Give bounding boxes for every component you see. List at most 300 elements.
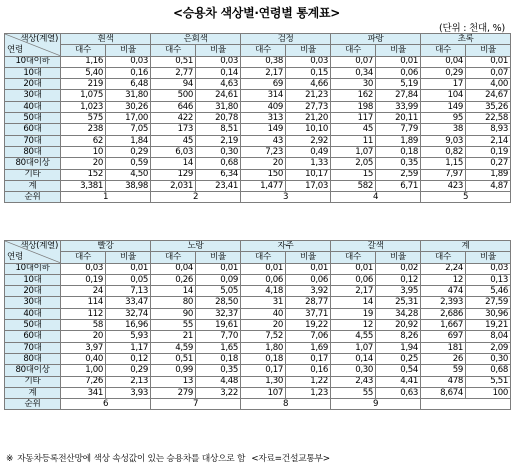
count-cell: 478	[421, 376, 466, 387]
ratio-cell: 8,93	[466, 124, 511, 135]
count-cell: 150	[241, 169, 286, 180]
ratio-cell: 4,48	[196, 376, 241, 387]
ratio-cell: 21,20	[286, 113, 331, 124]
row-label: 80대이상	[5, 365, 61, 376]
table-row	[5, 297, 511, 308]
ratio-header: 비율	[376, 45, 421, 56]
count-cell: 40	[241, 308, 286, 319]
ratio-cell: 35,26	[466, 101, 511, 112]
ratio-cell: 27,73	[286, 101, 331, 112]
row-label: 40대	[5, 101, 61, 112]
table-row	[5, 342, 511, 353]
row-label: 10대	[5, 274, 61, 285]
row-label: 50대	[5, 320, 61, 331]
count-cell: 0,82	[421, 146, 466, 157]
count-cell: 14	[331, 297, 376, 308]
ratio-cell: 0,68	[196, 158, 241, 169]
count-cell: 2,77	[151, 67, 196, 78]
ratio-cell: 2,92	[286, 135, 331, 146]
count-cell: 62	[61, 135, 106, 146]
rank-label: 순위	[5, 399, 61, 410]
ratio-cell: 0,02	[376, 263, 421, 274]
color-header: 은회색	[151, 34, 241, 45]
ratio-cell: 0,17	[286, 353, 331, 364]
footnote-mark: ※	[6, 454, 14, 464]
count-cell: 0,04	[151, 263, 196, 274]
row-label: 30대	[5, 297, 61, 308]
count-cell: 30	[331, 79, 376, 90]
rank-cell	[421, 399, 511, 410]
row-label: 기타	[5, 169, 61, 180]
count-cell: 0,40	[61, 353, 106, 364]
rank-cell: 1	[61, 192, 151, 203]
ratio-cell: 7,70	[196, 331, 241, 342]
count-cell: 474	[421, 286, 466, 297]
count-cell: 2,17	[331, 286, 376, 297]
color-header: 노랑	[151, 241, 241, 252]
count-cell: 13	[151, 376, 196, 387]
color-header: 파랑	[331, 34, 421, 45]
ratio-cell: 5,19	[376, 79, 421, 90]
ratio-cell: 2,13	[106, 376, 151, 387]
ratio-cell: 20,92	[376, 320, 421, 331]
ratio-cell: 4,50	[106, 169, 151, 180]
table-row	[5, 263, 511, 274]
rank-cell: 7	[151, 399, 241, 410]
ratio-cell: 7,06	[286, 331, 331, 342]
count-cell: 80	[151, 297, 196, 308]
ratio-header: 비율	[466, 252, 511, 263]
ratio-cell: 6,71	[376, 180, 421, 191]
count-cell: 0,99	[151, 365, 196, 376]
ratio-cell: 16,96	[106, 320, 151, 331]
table-body	[5, 263, 511, 410]
table-row	[5, 376, 511, 387]
ratio-cell: 33,47	[106, 297, 151, 308]
ratio-cell: 0,19	[466, 146, 511, 157]
count-cell: 314	[241, 90, 286, 101]
count-cell: 12	[331, 320, 376, 331]
count-header: 대수	[331, 252, 376, 263]
ratio-cell: 0,01	[106, 263, 151, 274]
rank-row	[5, 192, 511, 203]
count-cell: 17	[421, 79, 466, 90]
ratio-cell: 2,14	[466, 135, 511, 146]
count-cell: 0,04	[421, 56, 466, 67]
ratio-cell: 0,14	[196, 67, 241, 78]
count-cell: 582	[331, 180, 376, 191]
count-cell: 4,59	[151, 342, 196, 353]
count-cell: 26	[421, 353, 466, 364]
count-cell: 31	[241, 297, 286, 308]
ratio-cell: 6,48	[106, 79, 151, 90]
count-cell: 19	[331, 308, 376, 319]
count-cell: 21	[151, 331, 196, 342]
count-cell: 129	[151, 169, 196, 180]
count-cell: 7,97	[421, 169, 466, 180]
ratio-cell: 1,84	[106, 135, 151, 146]
count-cell: 2,24	[421, 263, 466, 274]
row-label: 10대	[5, 67, 61, 78]
ratio-cell: 24,61	[196, 90, 241, 101]
ratio-cell: 5,93	[106, 331, 151, 342]
ratio-cell: 1,23	[286, 387, 331, 398]
count-cell: 104	[421, 90, 466, 101]
count-cell: 20	[61, 158, 106, 169]
ratio-cell: 30,96	[466, 308, 511, 319]
ratio-cell: 0,01	[466, 56, 511, 67]
ratio-header: 비율	[286, 252, 331, 263]
ratio-cell: 0,16	[286, 365, 331, 376]
table-row	[5, 146, 511, 157]
rank-label: 순위	[5, 192, 61, 203]
stats-table-1	[4, 33, 511, 203]
count-cell: 575	[61, 113, 106, 124]
count-cell: 1,16	[61, 56, 106, 67]
count-cell: 0,06	[241, 274, 286, 285]
count-cell: 409	[241, 101, 286, 112]
ratio-header: 비율	[286, 45, 331, 56]
ratio-cell: 32,74	[106, 308, 151, 319]
ratio-cell: 1,17	[106, 342, 151, 353]
ratio-cell: 5,05	[196, 286, 241, 297]
ratio-header: 비율	[466, 45, 511, 56]
ratio-cell: 0,25	[376, 353, 421, 364]
row-label: 70대	[5, 342, 61, 353]
count-cell: 0,19	[61, 274, 106, 285]
ratio-cell: 0,06	[286, 274, 331, 285]
count-cell: 7,23	[241, 146, 286, 157]
table-row	[5, 308, 511, 319]
row-label: 계	[5, 180, 61, 191]
table-row	[5, 158, 511, 169]
unit-note: (단위 : 천대, %)	[438, 23, 505, 34]
count-cell: 341	[61, 387, 106, 398]
count-cell: 20	[241, 158, 286, 169]
count-cell: 0,07	[331, 56, 376, 67]
count-header: 대수	[241, 252, 286, 263]
table-row	[5, 67, 511, 78]
color-header: 흰색	[61, 34, 151, 45]
count-cell: 4,55	[331, 331, 376, 342]
ratio-cell: 0,16	[106, 67, 151, 78]
row-label: 40대	[5, 308, 61, 319]
corner-color-label: 색상(계열)	[20, 241, 58, 251]
ratio-cell: 0,59	[106, 158, 151, 169]
count-cell: 152	[61, 169, 106, 180]
table-row	[5, 331, 511, 342]
ratio-cell: 8,26	[376, 331, 421, 342]
ratio-cell: 0,01	[376, 56, 421, 67]
count-cell: 1,15	[421, 158, 466, 169]
ratio-cell: 100	[466, 387, 511, 398]
rank-row	[5, 399, 511, 410]
ratio-cell: 32,37	[196, 308, 241, 319]
ratio-cell: 0,03	[466, 263, 511, 274]
count-cell: 219	[61, 79, 106, 90]
corner-color-label: 색상(계열)	[20, 34, 58, 44]
count-cell: 20	[61, 331, 106, 342]
count-cell: 55	[151, 320, 196, 331]
row-label: 20대	[5, 286, 61, 297]
ratio-cell: 0,30	[466, 353, 511, 364]
color-header: 초록	[421, 34, 511, 45]
ratio-cell: 33,99	[376, 101, 421, 112]
table-row	[5, 274, 511, 285]
ratio-cell: 5,46	[466, 286, 511, 297]
count-cell: 149	[241, 124, 286, 135]
count-cell: 0,26	[151, 274, 196, 285]
table-row	[5, 101, 511, 112]
ratio-cell: 19,22	[286, 320, 331, 331]
count-cell: 149	[421, 101, 466, 112]
row-label: 80대	[5, 353, 61, 364]
ratio-cell: 0,12	[106, 353, 151, 364]
ratio-cell: 27,84	[376, 90, 421, 101]
count-cell: 423	[421, 180, 466, 191]
rank-cell: 5	[421, 192, 511, 203]
ratio-cell: 4,63	[196, 79, 241, 90]
count-cell: 279	[151, 387, 196, 398]
count-cell: 1,477	[241, 180, 286, 191]
ratio-cell: 0,03	[196, 56, 241, 67]
count-cell: 2,031	[151, 180, 196, 191]
count-cell: 45	[151, 135, 196, 146]
row-label: 70대	[5, 135, 61, 146]
row-label: 60대	[5, 331, 61, 342]
ratio-cell: 0,03	[286, 56, 331, 67]
ratio-cell: 3,22	[196, 387, 241, 398]
ratio-cell: 7,05	[106, 124, 151, 135]
ratio-cell: 8,04	[466, 331, 511, 342]
count-cell: 38	[421, 124, 466, 135]
ratio-cell: 0,06	[376, 67, 421, 78]
ratio-cell: 10,17	[286, 169, 331, 180]
row-label: 30대	[5, 90, 61, 101]
count-cell: 181	[421, 342, 466, 353]
ratio-cell: 0,29	[106, 146, 151, 157]
ratio-header: 비율	[196, 252, 241, 263]
count-cell: 2,17	[241, 67, 286, 78]
count-cell: 198	[331, 101, 376, 112]
ratio-cell: 0,09	[196, 274, 241, 285]
ratio-cell: 0,05	[106, 274, 151, 285]
count-cell: 114	[61, 297, 106, 308]
row-label: 계	[5, 387, 61, 398]
ratio-cell: 31,80	[196, 101, 241, 112]
count-cell: 2,43	[331, 376, 376, 387]
page-title: <승용차 색상별·연령별 통계표>	[172, 6, 341, 20]
count-cell: 1,00	[61, 365, 106, 376]
count-cell: 0,01	[241, 263, 286, 274]
source-note: <자료=건설교통부>	[251, 454, 330, 464]
ratio-cell: 34,28	[376, 308, 421, 319]
row-label: 60대	[5, 124, 61, 135]
count-header: 대수	[151, 252, 196, 263]
count-header: 대수	[241, 45, 286, 56]
rank-cell: 3	[241, 192, 331, 203]
count-cell: 500	[151, 90, 196, 101]
ratio-cell: 2,09	[466, 342, 511, 353]
rank-cell: 8	[241, 399, 331, 410]
count-header: 대수	[61, 45, 106, 56]
ratio-cell: 3,92	[286, 286, 331, 297]
ratio-cell: 7,13	[106, 286, 151, 297]
stats-table-2	[4, 240, 511, 410]
ratio-cell: 0,68	[466, 365, 511, 376]
rank-cell: 2	[151, 192, 241, 203]
count-cell: 59	[421, 365, 466, 376]
count-cell: 20	[241, 320, 286, 331]
ratio-header: 비율	[376, 252, 421, 263]
ratio-cell: 3,95	[376, 286, 421, 297]
row-label: 10대이하	[5, 263, 61, 274]
count-cell: 11	[331, 135, 376, 146]
count-cell: 24	[61, 286, 106, 297]
ratio-cell: 24,67	[466, 90, 511, 101]
ratio-cell: 1,94	[376, 342, 421, 353]
ratio-cell: 6,34	[196, 169, 241, 180]
ratio-cell: 0,03	[106, 56, 151, 67]
count-cell: 90	[151, 308, 196, 319]
ratio-cell: 20,11	[376, 113, 421, 124]
ratio-cell: 4,00	[466, 79, 511, 90]
table-row	[5, 90, 511, 101]
ratio-cell: 38,98	[106, 180, 151, 191]
count-cell: 1,023	[61, 101, 106, 112]
count-cell: 10	[61, 146, 106, 157]
count-cell: 43	[241, 135, 286, 146]
count-cell: 422	[151, 113, 196, 124]
count-cell: 2,393	[421, 297, 466, 308]
ratio-cell: 31,80	[106, 90, 151, 101]
count-cell: 173	[151, 124, 196, 135]
count-cell: 95	[421, 113, 466, 124]
ratio-cell: 37,71	[286, 308, 331, 319]
count-cell: 697	[421, 331, 466, 342]
count-cell: 1,07	[331, 342, 376, 353]
table-row	[5, 135, 511, 146]
ratio-cell: 0,15	[286, 67, 331, 78]
corner-age-label: 연령	[7, 252, 23, 262]
ratio-header: 비율	[196, 45, 241, 56]
count-cell: 9,03	[421, 135, 466, 146]
color-header: 자주	[241, 241, 331, 252]
count-cell: 3,381	[61, 180, 106, 191]
corner-header	[5, 34, 61, 57]
count-cell: 0,51	[151, 56, 196, 67]
ratio-cell: 0,54	[376, 365, 421, 376]
count-cell: 0,14	[331, 353, 376, 364]
ratio-cell: 3,93	[106, 387, 151, 398]
count-cell: 0,30	[331, 365, 376, 376]
count-cell: 8,674	[421, 387, 466, 398]
ratio-header: 비율	[106, 252, 151, 263]
ratio-cell: 25,31	[376, 297, 421, 308]
table-row	[5, 320, 511, 331]
table-row	[5, 387, 511, 398]
row-label: 기타	[5, 376, 61, 387]
table-row	[5, 180, 511, 191]
ratio-cell: 1,89	[376, 135, 421, 146]
ratio-cell: 19,21	[466, 320, 511, 331]
ratio-cell: 4,41	[376, 376, 421, 387]
ratio-cell: 8,51	[196, 124, 241, 135]
ratio-cell: 0,49	[286, 146, 331, 157]
count-cell: 0,01	[331, 263, 376, 274]
count-cell: 1,30	[241, 376, 286, 387]
footnote-text: 자동차등록전산망에 색상 속성값이 있는 승용차를 대상으로 함	[17, 454, 246, 464]
corner-header	[5, 241, 61, 264]
count-header: 대수	[61, 252, 106, 263]
ratio-cell: 7,79	[376, 124, 421, 135]
ratio-cell: 19,61	[196, 320, 241, 331]
ratio-cell: 0,35	[196, 365, 241, 376]
ratio-cell: 0,18	[376, 146, 421, 157]
ratio-cell: 10,10	[286, 124, 331, 135]
rank-cell: 6	[61, 399, 151, 410]
color-header: 갈색	[331, 241, 421, 252]
count-cell: 0,34	[331, 67, 376, 78]
count-cell: 313	[241, 113, 286, 124]
count-cell: 1,075	[61, 90, 106, 101]
count-header: 대수	[421, 45, 466, 56]
count-cell: 4,18	[241, 286, 286, 297]
rank-cell: 4	[331, 192, 421, 203]
count-cell: 112	[61, 308, 106, 319]
ratio-cell: 23,41	[196, 180, 241, 191]
ratio-cell: 1,65	[196, 342, 241, 353]
ratio-cell: 22,58	[466, 113, 511, 124]
rank-cell: 9	[331, 399, 421, 410]
ratio-cell: 17,03	[286, 180, 331, 191]
color-header: 빨강	[61, 241, 151, 252]
count-cell: 15	[331, 169, 376, 180]
ratio-cell: 30,26	[106, 101, 151, 112]
corner-age-label: 연령	[7, 45, 23, 55]
ratio-cell: 0,07	[466, 67, 511, 78]
count-cell: 0,51	[151, 353, 196, 364]
table-body	[5, 56, 511, 203]
count-cell: 107	[241, 387, 286, 398]
count-cell: 6,03	[151, 146, 196, 157]
count-cell: 58	[61, 320, 106, 331]
ratio-header: 비율	[106, 45, 151, 56]
ratio-cell: 0,63	[376, 387, 421, 398]
row-label: 50대	[5, 113, 61, 124]
ratio-cell: 2,19	[196, 135, 241, 146]
ratio-cell: 0,12	[376, 274, 421, 285]
count-cell: 0,29	[421, 67, 466, 78]
ratio-cell: 0,18	[196, 353, 241, 364]
footnote	[6, 451, 330, 464]
ratio-cell: 28,50	[196, 297, 241, 308]
count-cell: 14	[151, 286, 196, 297]
ratio-cell: 2,59	[376, 169, 421, 180]
color-header: 검정	[241, 34, 331, 45]
row-label: 80대	[5, 146, 61, 157]
table-row	[5, 79, 511, 90]
count-header: 대수	[151, 45, 196, 56]
ratio-cell: 0,35	[376, 158, 421, 169]
color-header: 계	[421, 241, 511, 252]
ratio-cell: 4,87	[466, 180, 511, 191]
ratio-cell: 1,33	[286, 158, 331, 169]
ratio-cell: 0,01	[196, 263, 241, 274]
count-cell: 1,667	[421, 320, 466, 331]
count-cell: 0,06	[331, 274, 376, 285]
ratio-cell: 20,78	[196, 113, 241, 124]
